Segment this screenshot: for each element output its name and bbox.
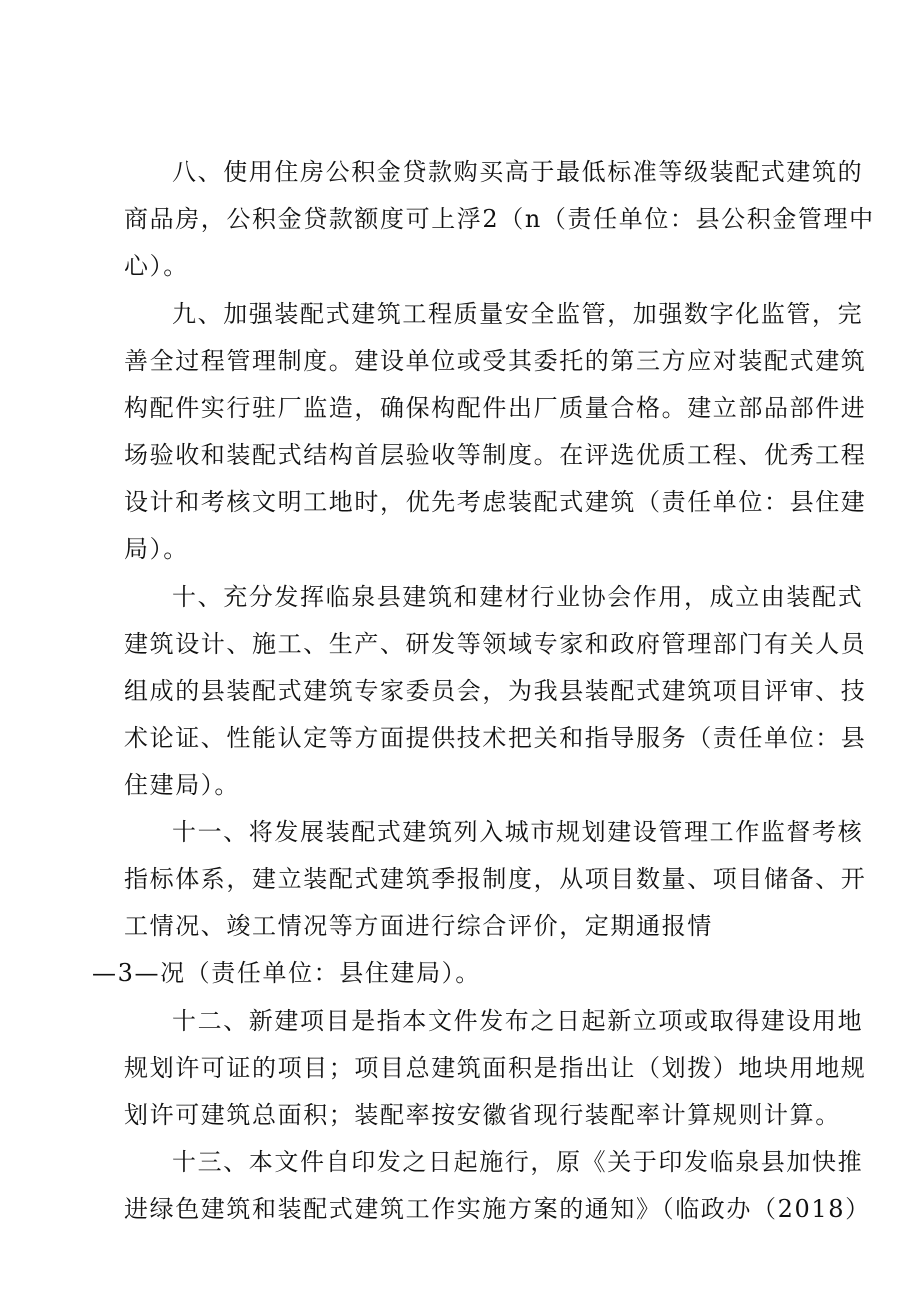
paragraph-10-line-5: 住建局）。 xyxy=(124,771,240,799)
paragraph-10-line-2: 建筑设计、施工、生产、研发等领域专家和政府管理部门有关人员 xyxy=(124,630,867,658)
paragraph-11-line-1: 十一、将发展装配式建筑列入城市规划建设管理工作监督考核 xyxy=(172,818,864,846)
paragraph-11-line-3: 工情况、竣工情况等方面进行综合评价，定期通报情 xyxy=(124,912,713,940)
paragraph-9-line-6: 局）。 xyxy=(124,535,189,563)
paragraph-10-line-3: 组成的县装配式建筑专家委员会，为我县装配式建筑项目评审、技 xyxy=(124,677,867,705)
page-number-and-line-4: —3—况（责任单位：县住建局）。 xyxy=(92,959,481,987)
paragraph-9-line-1: 九、加强装配式建筑工程质量安全监管，加强数字化监管，完 xyxy=(172,300,864,328)
paragraph-12-line-1: 十二、新建项目是指本文件发布之日起新立项或取得建设用地 xyxy=(172,1007,864,1035)
paragraph-9-line-3: 构配件实行驻厂监造，确保构配件出厂质量合格。建立部品部件进 xyxy=(124,394,867,422)
paragraph-13-line-2: 进绿色建筑和装配式建筑工作实施方案的通知》（临政办（2018） xyxy=(124,1195,871,1223)
paragraph-12-line-3: 划许可建筑总面积；装配率按安徽省现行装配率计算规则计算。 xyxy=(124,1101,841,1129)
paragraph-8-line-1: 八、使用住房公积金贷款购买高于最低标准等级装配式建筑的 xyxy=(172,158,864,186)
paragraph-13-line-1: 十三、本文件自印发之日起施行，原《关于印发临泉县加快推 xyxy=(172,1148,864,1176)
paragraph-8-line-3: 心）。 xyxy=(124,252,189,280)
paragraph-9-line-2: 善全过程管理制度。建设单位或受其委托的第三方应对装配式建筑 xyxy=(124,347,867,375)
paragraph-9-line-4: 场验收和装配式结构首层验收等制度。在评选优质工程、优秀工程 xyxy=(124,441,867,469)
paragraph-11-line-2: 指标体系，建立装配式建筑季报制度，从项目数量、项目储备、开 xyxy=(124,865,867,893)
paragraph-10-line-4: 术论证、性能认定等方面提供技术把关和指导服务（责任单位：县 xyxy=(124,724,867,752)
paragraph-8-line-2: 商品房，公积金贷款额度可上浮2（n（责任单位：县公积金管理中 xyxy=(124,205,875,233)
paragraph-10-line-1: 十、充分发挥临泉县建筑和建材行业协会作用，成立由装配式 xyxy=(172,583,864,611)
paragraph-9-line-5: 设计和考核文明工地时，优先考虑装配式建筑（责任单位：县住建 xyxy=(124,488,867,516)
paragraph-12-line-2: 规划许可证的项目；项目总建筑面积是指出让（划拨）地块用地规 xyxy=(124,1054,867,1082)
